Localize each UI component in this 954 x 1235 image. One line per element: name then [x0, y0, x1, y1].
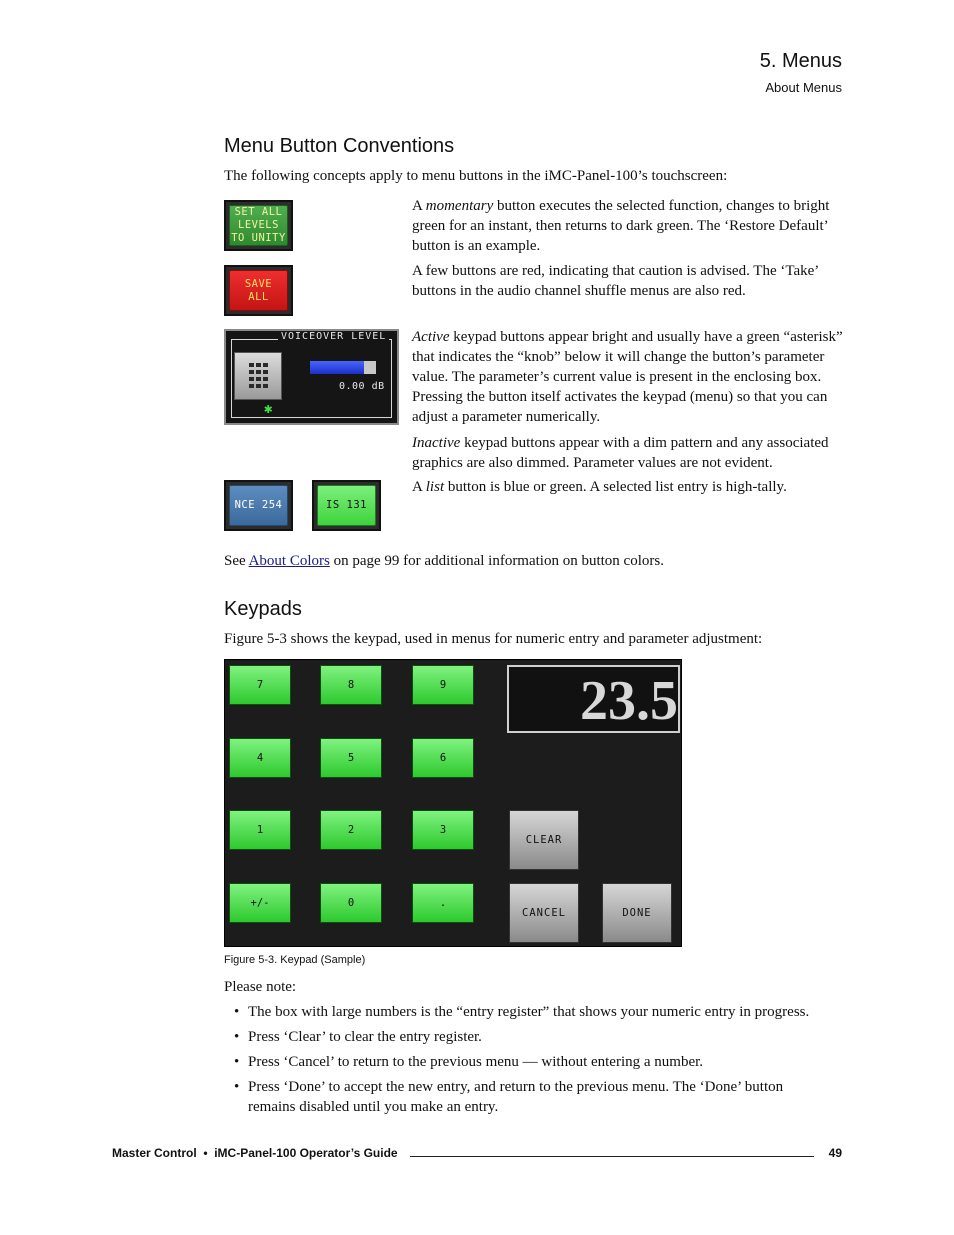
- key-7[interactable]: 7: [229, 665, 291, 705]
- footer-title: Master Control • iMC-Panel-100 Operator’s Guide: [112, 1146, 398, 1160]
- bullet: •: [234, 1079, 240, 1095]
- bullet: •: [234, 1054, 240, 1070]
- asterisk-icon: ✱: [264, 401, 273, 417]
- key-decimal[interactable]: .: [412, 883, 474, 923]
- voiceover-level-fill: [310, 361, 364, 374]
- keypads-heading: Keypads: [224, 598, 302, 620]
- footer: [112, 1146, 842, 1160]
- voiceover-value: 0.00 dB: [339, 381, 385, 392]
- save-all-button: [224, 265, 293, 316]
- done-button[interactable]: DONE: [602, 883, 672, 943]
- key-0[interactable]: 0: [320, 883, 382, 923]
- figure-caption: Figure 5-3. Keypad (Sample): [224, 954, 366, 966]
- chapter-title: 5. Menus: [759, 50, 842, 72]
- voiceover-level-widget: [224, 329, 399, 425]
- save-all-label: SAVE ALL: [229, 270, 288, 311]
- list-button-blue-label: NCE 254: [229, 485, 288, 526]
- note-text: Press ‘Cancel’ to return to the previous menu — without entering a number.: [248, 1054, 704, 1070]
- entry-register-value: 23.5: [580, 670, 678, 732]
- keypad-figure: [224, 659, 682, 947]
- section-title: About Menus: [765, 80, 842, 95]
- key-1[interactable]: 1: [229, 810, 291, 850]
- footer-rule: [410, 1156, 814, 1157]
- active-description: Active keypad buttons appear bright and usually have a green “asterisk” that indicates the “knob” below it will change the button’s parameter value. The parameter’s current value is present in the enclosing box. Pressing the button itself activates the keypad (menu) so that you can adjust a parameter numerically.: [412, 329, 843, 425]
- momentary-description: A momentary button executes the selected function, changes to bright green for an instant, then returns to dark green. The ‘Restore Default’ button is an example.: [412, 198, 830, 254]
- key-8[interactable]: 8: [320, 665, 382, 705]
- key-9[interactable]: 9: [412, 665, 474, 705]
- list-button-green: [312, 480, 381, 531]
- entry-register: [507, 665, 680, 733]
- key-3[interactable]: 3: [412, 810, 474, 850]
- list-button-green-label: IS 131: [317, 485, 376, 526]
- key-4[interactable]: 4: [229, 738, 291, 778]
- set-all-levels-label: SET ALL LEVELS TO UNITY: [229, 205, 288, 246]
- inactive-description: Inactive keypad buttons appear with a dim pattern and any associated graphics are also dimmed. Parameter values are not evident.: [412, 435, 829, 471]
- intro-paragraph: The following concepts apply to menu buttons in the iMC-Panel-100’s touchscreen:: [224, 168, 728, 184]
- clear-button[interactable]: CLEAR: [509, 810, 579, 870]
- bullet: •: [234, 1029, 240, 1045]
- note-text: Press ‘Done’ to accept the new entry, and return to the previous menu. The ‘Done’ button remains disabled until you make an entry.: [248, 1079, 784, 1115]
- note-text: Press ‘Clear’ to clear the entry register.: [248, 1029, 482, 1045]
- set-all-levels-button: [224, 200, 293, 251]
- key-2[interactable]: 2: [320, 810, 382, 850]
- key-6[interactable]: 6: [412, 738, 474, 778]
- keypad-icon: [234, 352, 282, 400]
- see-about-colors: See About Colors on page 99 for additional information on button colors.: [224, 553, 664, 569]
- note-text: The box with large numbers is the “entry register” that shows your numeric entry in progress.: [248, 1004, 810, 1020]
- key-5[interactable]: 5: [320, 738, 382, 778]
- voiceover-title: VOICEOVER LEVEL: [278, 331, 389, 342]
- page-number: 49: [828, 1146, 842, 1160]
- menu-button-conventions-heading: Menu Button Conventions: [224, 135, 455, 157]
- bullet: •: [234, 1004, 240, 1020]
- cancel-button[interactable]: CANCEL: [509, 883, 579, 943]
- please-note: Please note:: [224, 979, 297, 995]
- key-plus-minus[interactable]: +/-: [229, 883, 291, 923]
- keypads-intro: Figure 5-3 shows the keypad, used in menus for numeric entry and parameter adjustment:: [224, 631, 763, 647]
- voiceover-level-bar: [310, 361, 376, 374]
- about-colors-link[interactable]: About Colors: [248, 553, 330, 569]
- red-button-description: A few buttons are red, indicating that caution is advised. The ‘Take’ buttons in the audio channel shuffle menus are also red.: [412, 263, 819, 299]
- list-description: A list button is blue or green. A selected list entry is high-tally.: [412, 479, 787, 495]
- list-button-blue: [224, 480, 293, 531]
